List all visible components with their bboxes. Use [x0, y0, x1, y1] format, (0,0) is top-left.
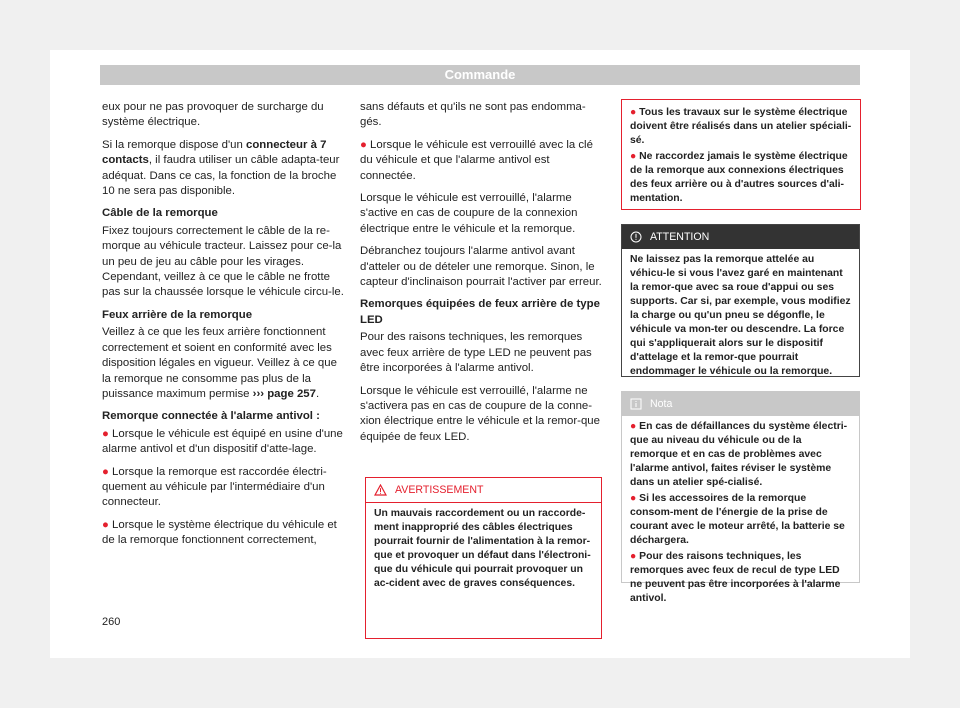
note-title: Nota [622, 392, 859, 416]
section-heading: Feux arrière de la remorque [102, 308, 253, 321]
note-box [621, 391, 860, 604]
page-reference-link[interactable]: ››› page 257 [252, 387, 316, 400]
list-item: ● Lorsque le véhicule est verrouillé avec la clé du véhicule et que l'alarme antivol est connectée. [360, 138, 593, 182]
section-heading: Remorques équipées de feux arrière de type LED [360, 298, 600, 326]
paragraph: Fixez toujours correctement le câble de la re-morque au véhicule tracteur. Laissez pour ce-la un peu de jeu au câble pour les virages. Cependant, veillez à ce que le câble ne frotte pas sur la chaussée lorsque le véhicule circu-le. [102, 224, 344, 299]
list-item: ● Pour des raisons techniques, les remorques avec feux de recul de type LED ne peuvent pas être incorporées à l'alarme antivol. [630, 551, 841, 604]
section-heading: Remorque connectée à l'alarme antivol : [102, 410, 320, 423]
bullet-icon: ● [630, 493, 640, 504]
paragraph: Si la remorque dispose d'un connecteur à 7 contacts, il faudra utiliser un câble adapta-teur adéquat. Dans ce cas, la fonction de la broche 10 ne sera pas disponible. [102, 138, 340, 198]
bullet-icon: ● [102, 518, 113, 531]
list-item: ● Tous les travaux sur le système électrique doivent être réalisés dans un atelier spéciali-sé. [630, 107, 852, 146]
column-middle [360, 100, 602, 452]
bullet-icon: ● [630, 151, 640, 162]
info-circle-icon [630, 231, 642, 243]
bullet-icon: ● [102, 427, 113, 440]
list-item: ● Si les accessoires de la remorque consom-ment de l'énergie de la prise de courant avec le moteur arrêté, la batterie se déchargera. [630, 493, 845, 546]
bullet-icon: ● [360, 138, 371, 151]
paragraph: Débranchez toujours l'alarme antivol avant d'atteler ou de dételer une remorque. Sinon, le capteur d'inclinaison pourrait l'activer par erreur. [360, 245, 602, 289]
page [50, 50, 910, 658]
list-item: ● Ne raccordez jamais le système électrique de la remorque aux connexions électriques des feux arrière ou à d'autres sources d'ali-mentation. [630, 151, 848, 204]
page-header: Commande [100, 65, 860, 85]
note-icon [630, 398, 642, 410]
attention-box [621, 224, 860, 377]
attention-text: Ne laissez pas la remorque attelée au véhicu-le si vous l'avez garé en maintenant la remor-que avec sa roue d'appui ou ses supports. Car si, par exemple, vous modifiez la charge ou qu'un pneu se dégonfle, le véhicule va mon-ter ou descendre. La force qui s'appliquerait alors sur le dispositif d'attelage et la remor-que pourrait endommager le véhicule ou la remorque. [630, 254, 851, 377]
list-item: ● Lorsque la remorque est raccordée électri-quement au véhicule par l'intermédiaire d'un connecteur. [102, 465, 327, 509]
warning-title: AVERTISSEMENT [366, 478, 601, 503]
attention-title: ATTENTION [622, 225, 859, 249]
paragraph: eux pour ne pas provoquer de surcharge du système électrique. [102, 101, 324, 129]
section-heading: Câble de la remorque [102, 207, 218, 220]
paragraph: sans défauts et qu'ils ne sont pas endomma-gés. [360, 101, 586, 129]
bullet-icon: ● [630, 551, 640, 562]
paragraph: Pour des raisons techniques, les remorques avec feux arrière de type LED ne peuvent pas être incorporées à l'alarme antivol. [360, 331, 592, 375]
list-item: ● Lorsque le véhicule est équipé en usine d'une alarme antivol et d'un dispositif d'atte-lage. [102, 427, 343, 456]
list-item: ● Lorsque le système électrique du véhicule et de la remorque fonctionnent correctement, [102, 518, 337, 547]
paragraph: Veillez à ce que les feux arrière fonctionnent correctement et soient en conformité avec les disposition légales en vigueur. Veillez à ce que la remorque ne consomme pas plus de la puissance maximum permise ››› page 257. [102, 326, 337, 400]
bullet-icon: ● [630, 107, 640, 118]
warning-continued-box [621, 99, 861, 210]
warning-triangle-icon [374, 484, 387, 496]
paragraph: Lorsque le véhicule est verrouillé, l'alarme ne s'activera pas en cas de coupure de la conne-xion électrique entre le véhicule et la remor-que équipée de feux LED. [360, 384, 600, 443]
column-left [102, 100, 344, 556]
bullet-icon: ● [630, 421, 640, 432]
page-number: 260 [102, 616, 121, 628]
warning-box [365, 477, 602, 639]
bullet-icon: ● [102, 465, 113, 478]
warning-text: Un mauvais raccordement ou un raccorde-ment inapproprié des câbles électriques pourrait fournir de l'alimentation à la remor-que et provoquer un défaut dans l'électroni-que du véhicule qui pourrait provoquer un ac-cident avec de graves conséquences. [374, 508, 591, 589]
paragraph: Lorsque le véhicule est verrouillé, l'alarme s'active en cas de coupure de la connexion électrique entre le véhicule et la remorque. [360, 192, 578, 235]
list-item: ● En cas de défaillances du système électri-que au niveau du véhicule ou de la remorque et en cas de problèmes avec l'alarme antivol, faites réviser le système dans un atelier spé-cialisé. [630, 421, 848, 488]
